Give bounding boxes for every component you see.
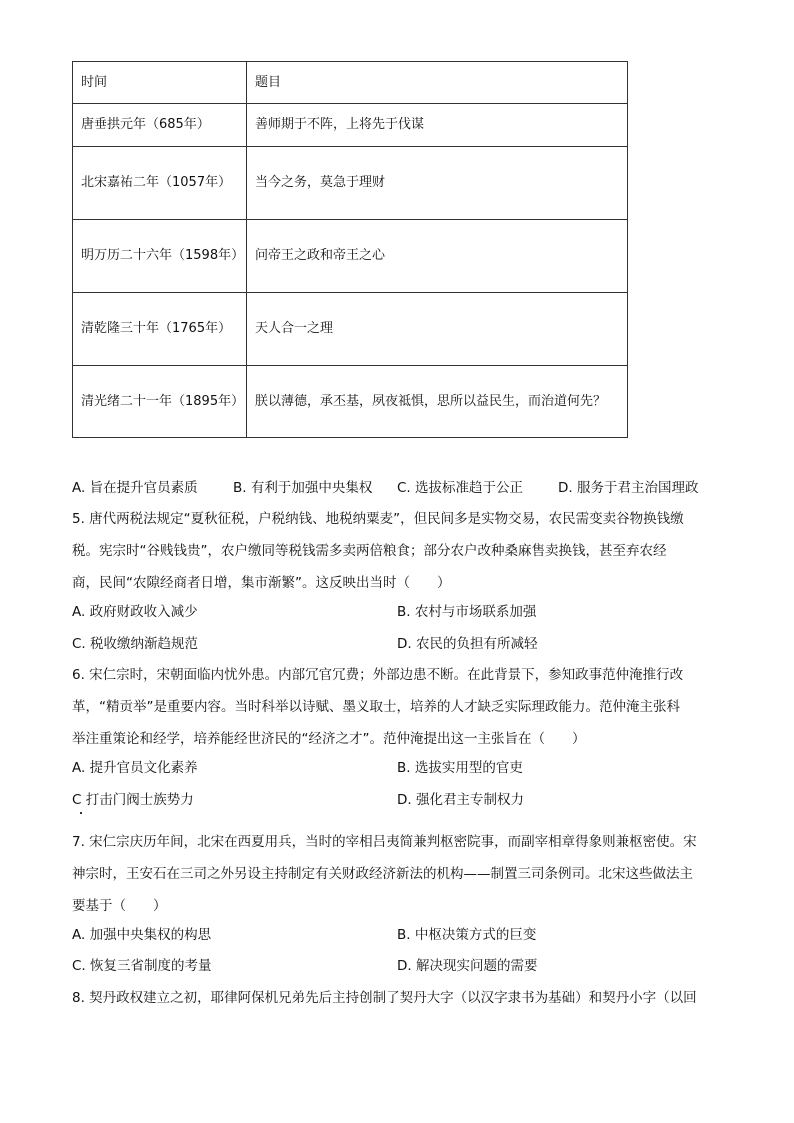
table-cell-topic: 朕以薄德，承丕基，夙夜祗惧，思所以益民生，而治道何先？ bbox=[247, 366, 628, 438]
q8-stem bbox=[72, 982, 724, 1014]
exam-question-table bbox=[72, 61, 628, 438]
q5-option-b: B. 农村与市场联系加强 bbox=[397, 604, 537, 620]
q8-stem-line: 8. 契丹政权建立之初，耶律阿保机兄弟先后主持创制了契丹大字（以汉字隶书为基础）和契丹小字（以回 bbox=[72, 990, 697, 1006]
q6-option-b: B. 选拔实用型的官吏 bbox=[397, 760, 523, 776]
table-cell-time: 唐垂拱元年（685年） bbox=[73, 104, 247, 147]
q4-option-b: B. 有利于加强中央集权 bbox=[233, 480, 373, 496]
table-header-row bbox=[73, 62, 628, 104]
q6-stem-line: 革，“精贡举”是重要内容。当时科举以诗赋、墨义取士，培养的人才缺乏实际理政能力。范仲淹主张科 bbox=[72, 699, 680, 715]
q4-option-d: D. 服务于君主治国理政 bbox=[558, 480, 699, 496]
q7-option-a: A. 加强中央集权的构思 bbox=[72, 927, 212, 943]
table-row bbox=[73, 220, 628, 293]
table-row bbox=[73, 147, 628, 220]
table-header-cell: 时间 bbox=[73, 62, 247, 104]
table-cell-topic: 问帝王之政和帝王之心 bbox=[247, 220, 628, 293]
q5-stem bbox=[72, 503, 724, 599]
q6-stem-line: 6. 宋仁宗时，宋朝面临内忧外患。内部冗官冗费；外部边患不断。在此背景下，参知政事范仲淹推行改 bbox=[72, 667, 684, 683]
table-cell-topic: 善师期于不阵，上将先于伐谋 bbox=[247, 104, 628, 147]
q7-stem-line: 7. 宋仁宗庆历年间，北宋在西夏用兵，当时的宰相吕夷简兼判枢密院事，而副宰相章得象则兼枢密使。宋 bbox=[72, 834, 697, 850]
table-cell-time: 清乾隆三十年（1765年） bbox=[73, 293, 247, 366]
q4-option-c: C. 选拔标准趋于公正 bbox=[397, 480, 524, 496]
table-cell-topic: 天人合一之理 bbox=[247, 293, 628, 366]
q7-stem bbox=[72, 826, 724, 922]
table-cell-time: 北宋嘉祐二年（1057年） bbox=[73, 147, 247, 220]
q4-option-a: A. 旨在提升官员素质 bbox=[72, 480, 198, 496]
table-row bbox=[73, 293, 628, 366]
q6-stem-line: 举注重策论和经学，培养能经世济民的“经济之才”。范仲淹提出这一主张旨在（ ） bbox=[72, 731, 586, 747]
q7-stem-line: 神宗时，王安石在三司之外另设主持制定有关财政经济新法的机构——制置三司条例司。北宋这些做法主 bbox=[72, 866, 693, 882]
q7-option-d: D. 解决现实问题的需要 bbox=[397, 958, 538, 974]
q6-option-d: D. 强化君主专制权力 bbox=[397, 792, 524, 808]
q5-option-d: D. 农民的负担有所减轻 bbox=[397, 636, 538, 652]
table-row bbox=[73, 366, 628, 438]
q7-option-b: B. 中枢决策方式的巨变 bbox=[397, 927, 537, 943]
q5-stem-line: 税。宪宗时“谷贱钱贵”，农户缴同等税钱需多卖两倍粮食；部分农户改种桑麻售卖换钱，甚至弃农经 bbox=[72, 543, 667, 559]
q5-option-a: A. 政府财政收入减少 bbox=[72, 604, 198, 620]
q6-option-c: C 打击门阀士族势力 bbox=[72, 792, 194, 808]
q7-stem-line: 要基于（ ） bbox=[72, 898, 167, 914]
q7-option-c: C. 恢复三省制度的考量 bbox=[72, 958, 212, 974]
q6-stem bbox=[72, 659, 724, 755]
q5-stem-line: 5. 唐代两税法规定“夏秋征税，户税纳钱、地税纳粟麦”，但民间多是实物交易，农民需变卖谷物换钱缴 bbox=[72, 511, 684, 527]
table-row bbox=[73, 104, 628, 147]
stray-mark bbox=[80, 812, 82, 814]
q5-stem-line: 商，民间“农隙经商者日增，集市渐繁”。这反映出当时（ ） bbox=[72, 575, 451, 591]
table-header-cell: 题目 bbox=[247, 62, 628, 104]
q6-option-a: A. 提升官员文化素养 bbox=[72, 760, 198, 776]
table-cell-topic: 当今之务，莫急于理财 bbox=[247, 147, 628, 220]
table-cell-time: 清光绪二十一年（1895年） bbox=[73, 366, 247, 438]
q5-option-c: C. 税收缴纳渐趋规范 bbox=[72, 636, 199, 652]
table-cell-time: 明万历二十六年（1598年） bbox=[73, 220, 247, 293]
